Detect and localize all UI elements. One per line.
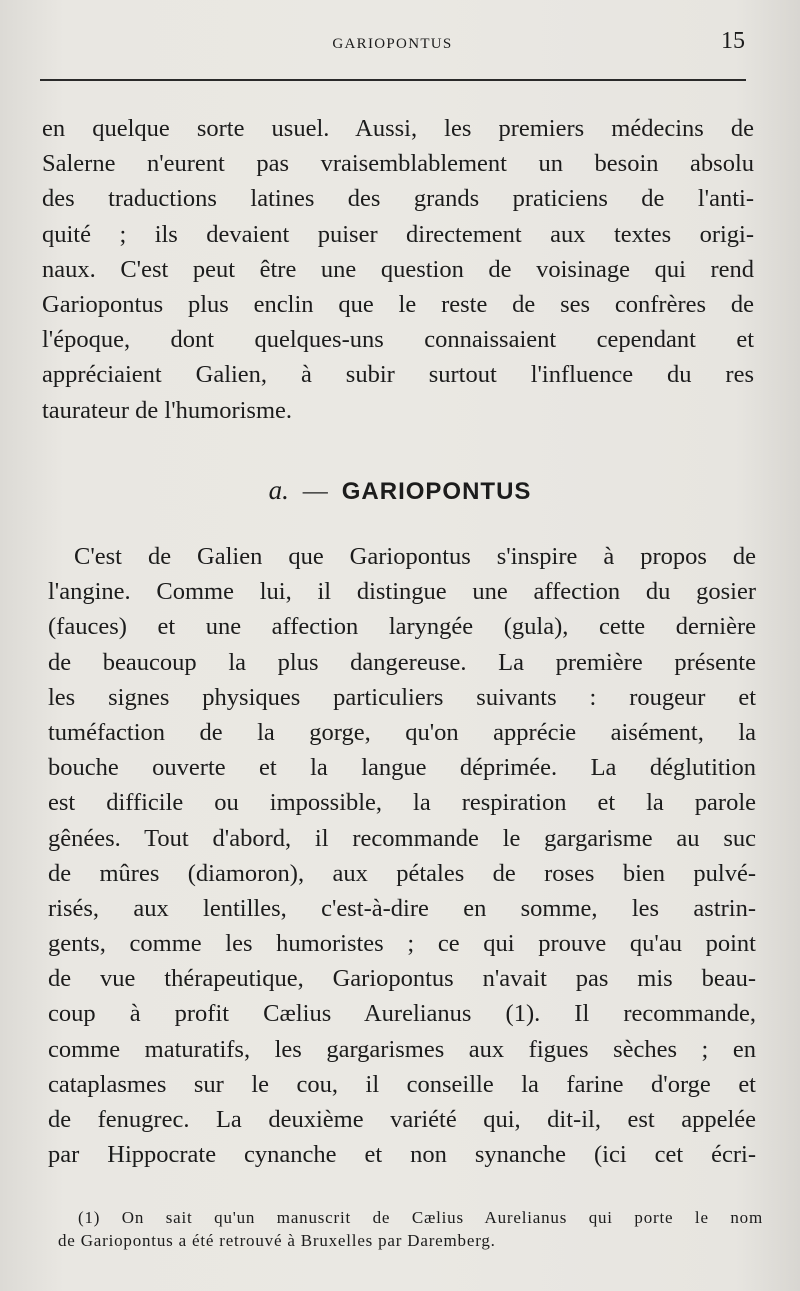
text-line: de mûres (diamoron), aux pétales de roses bien pulvé- <box>48 859 756 887</box>
text-line: gênées. Tout d'abord, il recommande le gargarisme au suc <box>48 824 756 852</box>
section-letter: a. <box>268 475 289 505</box>
text-line: cataplasmes sur le cou, il conseille la farine d'orge et <box>48 1070 756 1098</box>
text-line: coup à profit Cælius Aurelianus (1). Il recommande, <box>48 1000 756 1028</box>
text-line: en quelque sorte usuel. Aussi, les premiers médecins de <box>42 115 754 142</box>
text-line: naux. C'est peut être une question de voisinage qui rend <box>42 255 754 283</box>
text-line: gents, comme les humoristes ; ce qui prouve qu'au point <box>48 930 756 958</box>
body-paragraph <box>48 539 756 1172</box>
text-line: tuméfaction de la gorge, qu'on apprécie aisément, la <box>48 718 756 746</box>
section-dash: — <box>302 478 328 505</box>
text-line: de fenugrec. La deuxième variété qui, dit-il, est appelée <box>48 1106 756 1133</box>
footnote <box>58 1206 763 1252</box>
footnote-line: (1) On sait qu'un manuscrit de Cælius Aurelianus qui porte le nom <box>78 1208 763 1227</box>
text-line: appréciaient Galien, à subir surtout l'influence du res <box>42 361 754 389</box>
text-line: quité ; ils devaient puiser directement aux textes origi- <box>42 220 754 248</box>
intro-paragraph <box>42 111 754 428</box>
footnote-line: de Gariopontus a été retrouvé à Bruxelles par Daremberg. <box>58 1231 496 1250</box>
text-line: par Hippocrate cynanche et non synanche (ici cet écri- <box>48 1141 756 1169</box>
page-number: 15 <box>721 28 745 54</box>
section-heading <box>40 475 760 506</box>
text-line: de vue thérapeutique, Gariopontus n'avait pas mis beau- <box>48 965 756 993</box>
running-header <box>40 28 745 60</box>
text-line: est difficile ou impossible, la respiration et la parole <box>48 789 756 817</box>
text-line: de beaucoup la plus dangereuse. La première présente <box>48 648 756 676</box>
text-line: taurateur de l'humorisme. <box>42 396 293 424</box>
text-line: l'angine. Comme lui, il distingue une affection du gosier <box>48 578 756 606</box>
text-line: Gariopontus plus enclin que le reste de ses confrères de <box>42 290 754 318</box>
text-line: l'époque, dont quelques-uns connaissaient cependant et <box>42 326 754 354</box>
text-line: C'est de Galien que Gariopontus s'inspire à propos de <box>74 543 756 570</box>
text-line: des traductions latines des grands praticiens de l'anti- <box>42 185 754 213</box>
text-line: Salerne n'eurent pas vraisemblablement un besoin absolu <box>42 150 754 178</box>
text-line: bouche ouverte et la langue déprimée. La déglutition <box>48 754 756 782</box>
running-title: GARIOPONTUS <box>332 36 453 52</box>
text-line: risés, aux lentilles, c'est-à-dire en somme, les astrin- <box>48 894 756 922</box>
text-line: comme maturatifs, les gargarismes aux figues sèches ; en <box>48 1035 756 1063</box>
text-line: (fauces) et une affection laryngée (gula), cette dernière <box>48 613 756 641</box>
text-line: les signes physiques particuliers suivants : rougeur et <box>48 683 756 711</box>
section-title: GARIOPONTUS <box>341 478 532 505</box>
header-rule <box>40 79 746 81</box>
